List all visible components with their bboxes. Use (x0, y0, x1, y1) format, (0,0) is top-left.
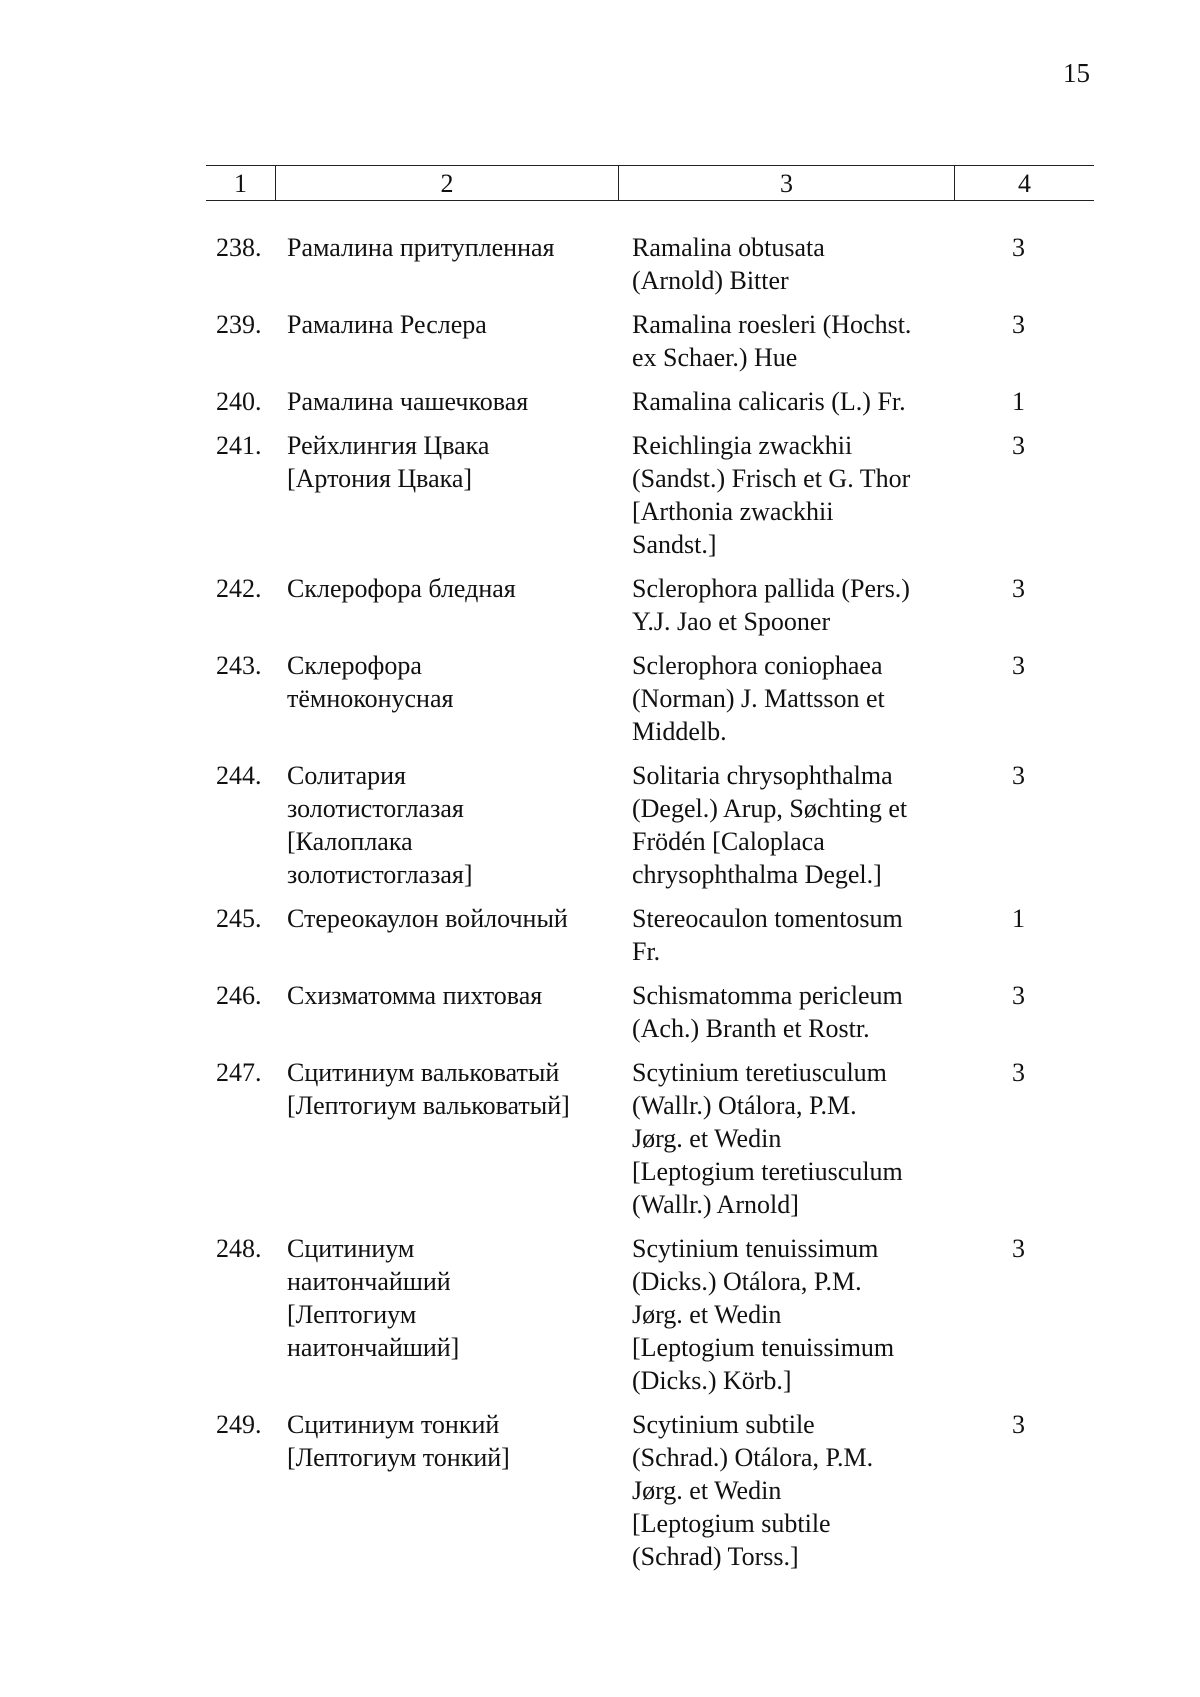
latin-name (632, 231, 962, 297)
category-value: 3 (1012, 431, 1025, 460)
russian-name-line: Схизматомма пихтовая (287, 981, 543, 1010)
category-value: 3 (1012, 651, 1025, 680)
latin-name-line: Ramalina calicaris (L.) Fr. (632, 387, 906, 416)
russian-name (287, 1232, 617, 1364)
latin-name (632, 759, 962, 891)
latin-name-line: Frödén [Caloplaca (632, 827, 825, 856)
table-row (0, 385, 1200, 418)
latin-name-line: ex Schaer.) Hue (632, 343, 798, 372)
russian-name-line: Солитария (287, 761, 406, 790)
latin-name-line: [Leptogium teretiusculum (632, 1157, 903, 1186)
latin-name-line: chrysophthalma Degel.] (632, 860, 882, 889)
russian-name-line: [Лептогиум (287, 1300, 417, 1329)
russian-name (287, 308, 617, 341)
russian-name-line: [Калоплака (287, 827, 413, 856)
header-col-2: 2 (276, 166, 619, 200)
category-value: 3 (1012, 1058, 1025, 1087)
russian-name-line: Сцитиниум тонкий (287, 1410, 500, 1439)
row-number: 248. (216, 1234, 262, 1263)
latin-name (632, 902, 962, 968)
russian-name-line: Сцитиниум (287, 1234, 415, 1263)
table-row (0, 308, 1200, 374)
category-value: 3 (1012, 1410, 1025, 1439)
table-row (0, 429, 1200, 561)
table-row (0, 231, 1200, 297)
latin-name-line: (Degel.) Arup, Søchting et (632, 794, 908, 823)
russian-name-line: [Лептогиум вальковатый] (287, 1091, 570, 1120)
row-number: 241. (216, 431, 262, 460)
russian-name (287, 572, 617, 605)
russian-name (287, 231, 617, 264)
row-number: 244. (216, 761, 262, 790)
latin-name-line: (Wallr.) Otálora, P.M. (632, 1091, 857, 1120)
russian-name-line: Рейхлингия Цвака (287, 431, 490, 460)
russian-name-line: золотистоглазая] (287, 860, 473, 889)
russian-name-line: [Артония Цвака] (287, 464, 473, 493)
latin-name (632, 572, 962, 638)
russian-name-line: золотистоглазая (287, 794, 464, 823)
header-col-4: 4 (1018, 169, 1031, 198)
russian-name-line: Склерофора (287, 651, 422, 680)
latin-name-line: [Arthonia zwackhii (632, 497, 834, 526)
latin-name (632, 1056, 962, 1221)
latin-name-line: (Schrad) Torss.] (632, 1542, 799, 1571)
category-value: 3 (1012, 1234, 1025, 1263)
latin-name-line: Sclerophora coniophaea (632, 651, 883, 680)
latin-name (632, 649, 962, 748)
row-number: 238. (216, 233, 262, 262)
russian-name-line: Рамалина чашечковая (287, 387, 529, 416)
category-value: 3 (1012, 574, 1025, 603)
latin-name-line: Stereocaulon tomentosum (632, 904, 903, 933)
latin-name-line: Ramalina obtusata (632, 233, 825, 262)
category-value: 1 (1012, 387, 1025, 416)
latin-name-line: Scytinium subtile (632, 1410, 815, 1439)
table-header (206, 165, 1094, 201)
row-number: 239. (216, 310, 262, 339)
latin-name-line: (Dicks.) Körb.] (632, 1366, 792, 1395)
latin-name (632, 385, 962, 418)
russian-name (287, 385, 617, 418)
table-row (0, 1232, 1200, 1397)
latin-name-line: Scytinium teretiusculum (632, 1058, 887, 1087)
table-row (0, 649, 1200, 748)
latin-name-line: Jørg. et Wedin (632, 1300, 782, 1329)
russian-name (287, 649, 617, 715)
latin-name (632, 979, 962, 1045)
russian-name-line: тёмноконусная (287, 684, 454, 713)
latin-name-line: Ramalina roesleri (Hochst. (632, 310, 912, 339)
row-number: 243. (216, 651, 262, 680)
russian-name (287, 429, 617, 495)
russian-name-line: наитончайший] (287, 1333, 460, 1362)
row-number: 245. (216, 904, 262, 933)
latin-name-line: Middelb. (632, 717, 727, 746)
latin-name (632, 1408, 962, 1573)
category-value: 3 (1012, 981, 1025, 1010)
latin-name-line: (Norman) J. Mattsson et (632, 684, 885, 713)
row-number: 247. (216, 1058, 262, 1087)
table-row (0, 1056, 1200, 1221)
header-col-1: 1 (206, 166, 276, 200)
table-row (0, 1408, 1200, 1573)
latin-name-line: Fr. (632, 937, 661, 966)
latin-name-line: Y.J. Jao et Spooner (632, 607, 831, 636)
latin-name-line: Reichlingia zwackhii (632, 431, 853, 460)
category-value: 3 (1012, 761, 1025, 790)
latin-name-line: Jørg. et Wedin (632, 1476, 782, 1505)
russian-name-line: Рамалина притупленная (287, 233, 555, 262)
table-row (0, 572, 1200, 638)
russian-name-line: Сцитиниум вальковатый (287, 1058, 560, 1087)
russian-name (287, 902, 617, 935)
latin-name-line: (Schrad.) Otálora, P.M. (632, 1443, 874, 1472)
latin-name (632, 429, 962, 561)
latin-name (632, 308, 962, 374)
page-number: 15 (1063, 58, 1090, 88)
row-number: 246. (216, 981, 262, 1010)
header-col-3: 3 (619, 166, 955, 200)
row-number: 249. (216, 1410, 262, 1439)
russian-name-line: Склерофора бледная (287, 574, 516, 603)
russian-name (287, 1408, 617, 1474)
russian-name-line: Стереокаулон войлочный (287, 904, 568, 933)
russian-name-line: Рамалина Реслера (287, 310, 487, 339)
category-value: 3 (1012, 233, 1025, 262)
russian-name (287, 979, 617, 1012)
latin-name-line: (Wallr.) Arnold] (632, 1190, 799, 1219)
table-row (0, 902, 1200, 968)
latin-name-line: Schismatomma pericleum (632, 981, 903, 1010)
category-value: 1 (1012, 904, 1025, 933)
table-row (0, 979, 1200, 1045)
latin-name-line: Sclerophora pallida (Pers.) (632, 574, 910, 603)
table-body (0, 231, 1200, 1584)
russian-name (287, 759, 617, 891)
russian-name-line: [Лептогиум тонкий] (287, 1443, 510, 1472)
latin-name-line: [Leptogium subtile (632, 1509, 831, 1538)
latin-name-line: (Ach.) Branth et Rostr. (632, 1014, 870, 1043)
russian-name-line: наитончайший (287, 1267, 451, 1296)
latin-name-line: Sandst.] (632, 530, 717, 559)
russian-name (287, 1056, 617, 1122)
latin-name-line: Scytinium tenuissimum (632, 1234, 879, 1263)
latin-name-line: Solitaria chrysophthalma (632, 761, 893, 790)
category-value: 3 (1012, 310, 1025, 339)
latin-name-line: [Leptogium tenuissimum (632, 1333, 895, 1362)
latin-name (632, 1232, 962, 1397)
table-row (0, 759, 1200, 891)
row-number: 240. (216, 387, 262, 416)
latin-name-line: (Arnold) Bitter (632, 266, 789, 295)
latin-name-line: (Dicks.) Otálora, P.M. (632, 1267, 862, 1296)
latin-name-line: (Sandst.) Frisch et G. Thor (632, 464, 911, 493)
row-number: 242. (216, 574, 262, 603)
latin-name-line: Jørg. et Wedin (632, 1124, 782, 1153)
